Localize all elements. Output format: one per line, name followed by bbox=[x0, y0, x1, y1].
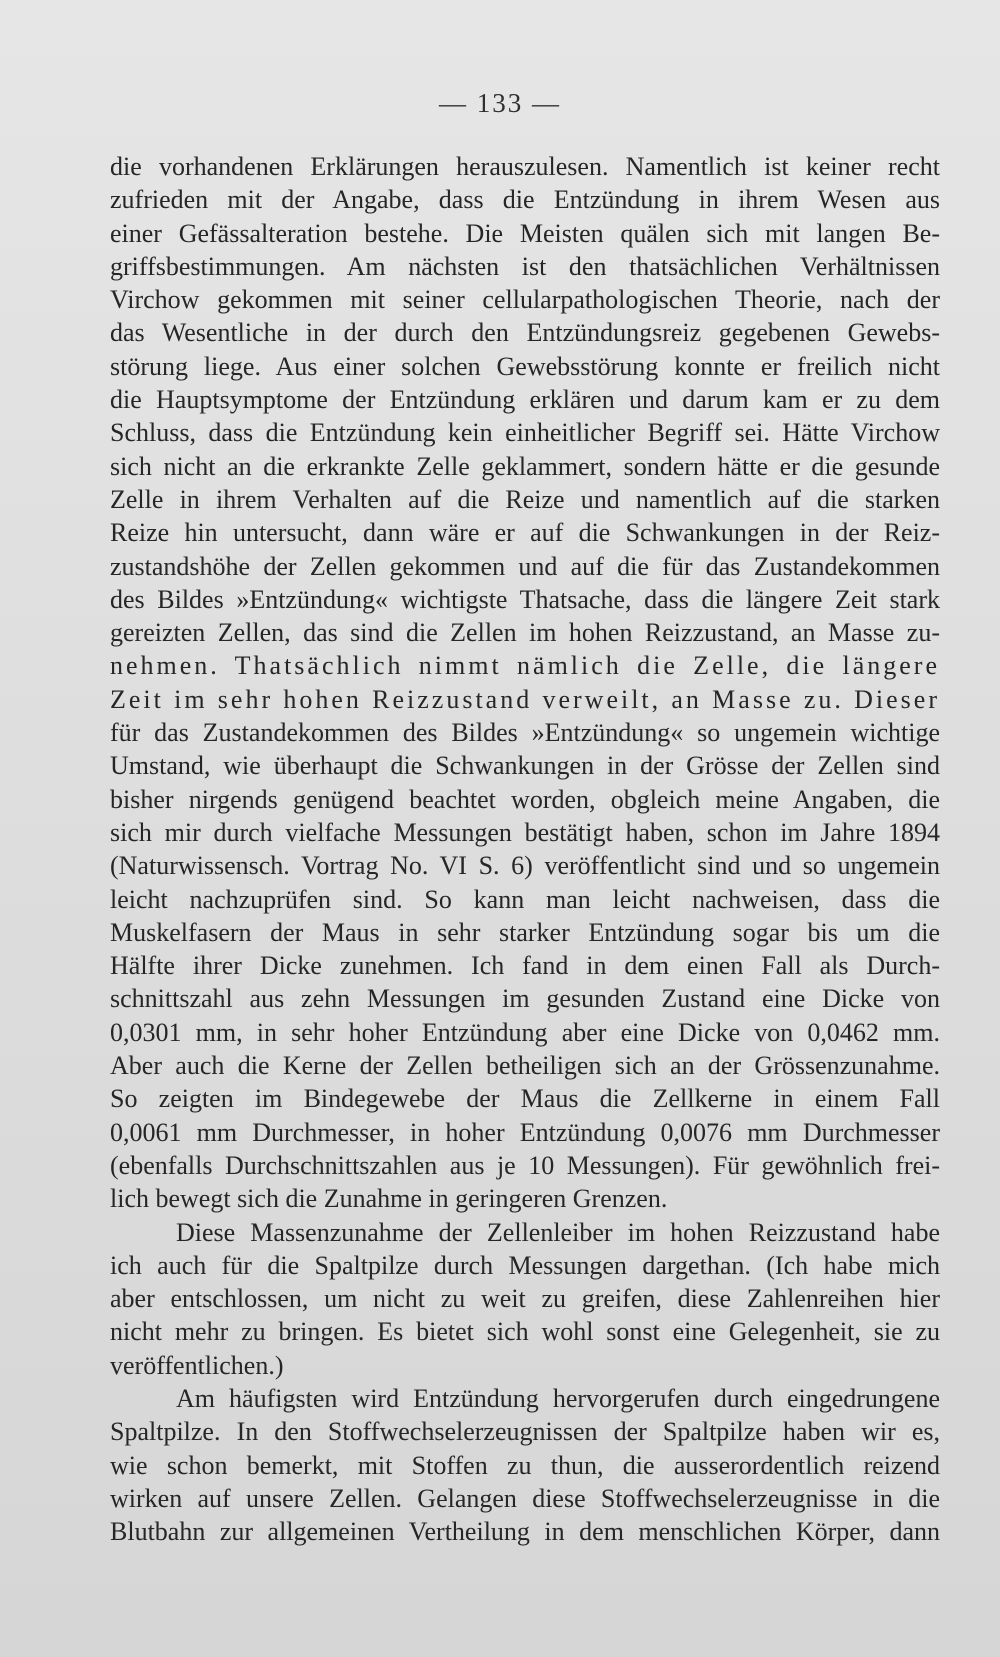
text-line: wirken auf unsere Zellen. Gelangen diese Stoffwechselerzeugnisse in die bbox=[110, 1483, 940, 1513]
text-line: Spaltpilze. In den Stoffwechselerzeugnissen der Spaltpilze haben wir es, bbox=[110, 1417, 940, 1447]
text-line: Reize hin untersucht, dann wäre er auf die Schwankungen in der Reiz- bbox=[110, 518, 940, 548]
text-line: Schluss, dass die Entzündung kein einheitlicher Begriff sei. Hätte Virchow bbox=[110, 418, 940, 448]
text-line: 0,0301 mm, in sehr hoher Entzündung aber eine Dicke von 0,0462 mm. bbox=[110, 1017, 940, 1047]
text-line: Hälfte ihrer Dicke zunehmen. Ich fand in dem einen Fall als Durch- bbox=[110, 951, 940, 981]
text-line: sich nicht an die erkrankte Zelle geklammert, sondern hätte er die gesunde bbox=[110, 451, 940, 481]
text-line: das Wesentliche in der durch den Entzündungsreiz gegebenen Gewebs- bbox=[110, 318, 940, 348]
text-line: leicht nachzuprüfen sind. So kann man leicht nachweisen, dass die bbox=[110, 884, 940, 914]
text-line: bisher nirgends genügend beachtet worden, obgleich meine Angaben, die bbox=[110, 784, 940, 814]
text-line-emphasized: Zeit im sehr hohen Reizzustand verweilt, an Masse zu. Dieser bbox=[110, 684, 940, 714]
text-line: So zeigten im Bindegewebe der Maus die Zellkerne in einem Fall bbox=[110, 1084, 940, 1114]
text-line: zufrieden mit der Angabe, dass die Entzündung in ihrem Wesen aus bbox=[110, 185, 940, 215]
text-line: Umstand, wie überhaupt die Schwankungen in der Grösse der Zellen sind bbox=[110, 751, 940, 781]
text-line: Muskelfasern der Maus in sehr starker Entzündung sogar bis um die bbox=[110, 917, 940, 947]
text-line: nicht mehr zu bringen. Es bietet sich wohl sonst eine Gelegenheit, sie zu bbox=[110, 1317, 940, 1347]
text-line: Blutbahn zur allgemeinen Vertheilung in dem menschlichen Körper, dann bbox=[110, 1517, 940, 1547]
text-line: des Bildes »Entzündung« wichtigste Thatsache, dass die längere Zeit stark bbox=[110, 584, 940, 614]
text-line: Virchow gekommen mit seiner cellularpathologischen Theorie, nach der bbox=[110, 285, 940, 315]
text-line: griffsbestimmungen. Am nächsten ist den thatsächlichen Verhältnissen bbox=[110, 251, 940, 281]
text-line: schnittszahl aus zehn Messungen im gesunden Zustand eine Dicke von bbox=[110, 984, 940, 1014]
body-text bbox=[110, 150, 940, 1548]
text-line: ich auch für die Spaltpilze durch Messungen dargethan. (Ich habe mich bbox=[110, 1250, 940, 1280]
page-number: — 133 — bbox=[439, 88, 561, 118]
text-line: gereizten Zellen, das sind die Zellen im hohen Reizzustand, an Masse zu- bbox=[110, 618, 940, 648]
paragraph-3 bbox=[110, 1382, 940, 1548]
paragraph-1 bbox=[110, 150, 940, 1216]
text-line: die Hauptsymptome der Entzündung erklären und darum kam er zu dem bbox=[110, 385, 940, 415]
text-line: sich mir durch vielfache Messungen bestätigt haben, schon im Jahre 1894 bbox=[110, 817, 940, 847]
text-line-emphasized: nehmen. Thatsächlich nimmt nämlich die Zelle, die längere bbox=[110, 651, 940, 681]
text-line: zustandshöhe der Zellen gekommen und auf die für das Zustandekommen bbox=[110, 551, 940, 581]
text-line: (ebenfalls Durchschnittszahlen aus je 10 Messungen). Für gewöhnlich frei- bbox=[110, 1150, 940, 1180]
text-line: einer Gefässalteration bestehe. Die Meisten quälen sich mit langen Be- bbox=[110, 218, 940, 248]
text-line: (Naturwissensch. Vortrag No. VI S. 6) veröffentlicht sind und so ungemein bbox=[110, 851, 940, 881]
text-line: wie schon bemerkt, mit Stoffen zu thun, die ausserordentlich reizend bbox=[110, 1450, 940, 1480]
text-line: die vorhandenen Erklärungen herauszulesen. Namentlich ist keiner recht bbox=[110, 152, 940, 181]
text-line: für das Zustandekommen des Bildes »Entzündung« so ungemein wichtige bbox=[110, 718, 940, 748]
text-line: Aber auch die Kerne der Zellen betheiligen sich an der Grössenzunahme. bbox=[110, 1051, 940, 1081]
text-line: aber entschlossen, um nicht zu weit zu greifen, diese Zahlenreihen hier bbox=[110, 1284, 940, 1314]
text-line: störung liege. Aus einer solchen Gewebsstörung konnte er freilich nicht bbox=[110, 351, 940, 381]
paragraph-2 bbox=[110, 1216, 940, 1382]
text-line: lich bewegt sich die Zunahme in geringeren Grenzen. bbox=[110, 1184, 668, 1214]
text-line: Zelle in ihrem Verhalten auf die Reize und namentlich auf die starken bbox=[110, 484, 940, 514]
text-line: 0,0061 mm Durchmesser, in hoher Entzündung 0,0076 mm Durchmesser bbox=[110, 1117, 940, 1147]
text-line: Diese Massenzunahme der Zellenleiber im hohen Reizzustand habe bbox=[176, 1217, 940, 1247]
text-line: veröffentlichen.) bbox=[110, 1350, 284, 1380]
text-line: Am häufigsten wird Entzündung hervorgerufen durch eingedrungene bbox=[176, 1383, 940, 1413]
